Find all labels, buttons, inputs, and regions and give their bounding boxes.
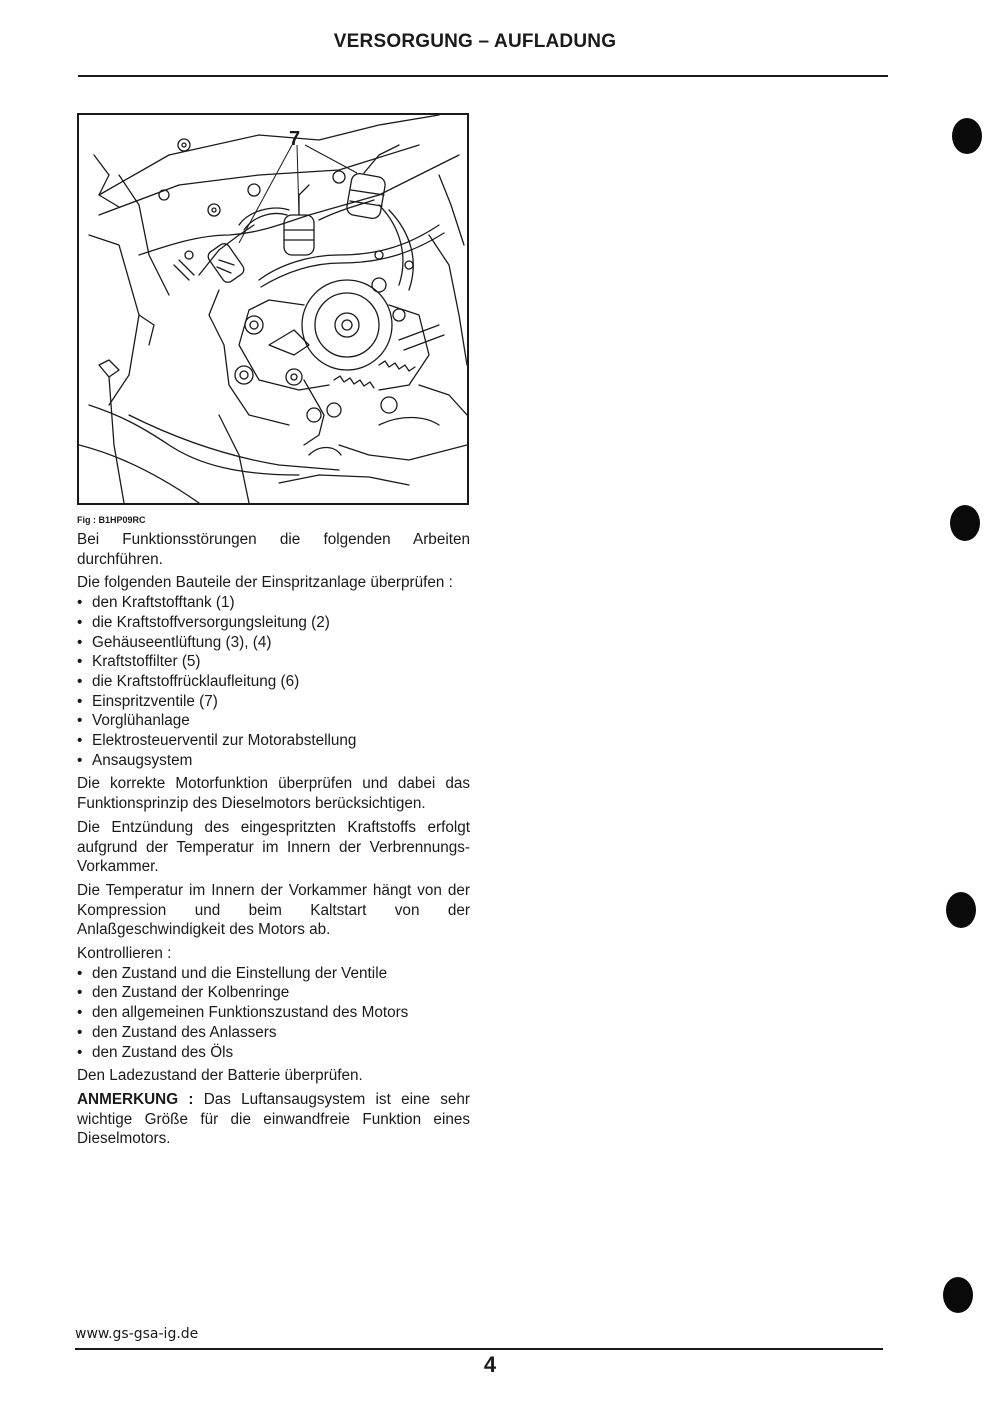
battery-paragraph: Den Ladezustand der Batterie überprüfen. (77, 1067, 363, 1085)
punch-hole (950, 505, 980, 541)
page-number: 4 (483, 1352, 497, 1377)
list-item: • den Kraftstofftank (1) (77, 593, 470, 613)
body-text (77, 530, 470, 1153)
list-item: • Kraftstoffilter (5) (77, 652, 470, 672)
list-item: • den Zustand des Anlassers (77, 1023, 470, 1043)
intro-paragraph: Bei Funktionsstörungen die folgenden Arbeiten durchführen. (77, 531, 470, 568)
injection-pump-drawing (79, 115, 467, 503)
control-intro: Kontrollieren : (77, 945, 172, 963)
control-list (77, 964, 470, 1063)
components-list (77, 593, 470, 770)
list-item: • Elektrosteuerventil zur Motorabstellung (77, 731, 470, 751)
list-item: • die Kraftstoffversorgungsleitung (2) (77, 613, 470, 633)
footer-url: www.gs-gsa-ig.de (75, 1326, 199, 1342)
temperature-paragraph: Die Temperatur im Innern der Vorkammer hängt von der Kompression und beim Kaltstart von der Anlaßgeschwindigkeit des Motors ab. (77, 881, 470, 939)
list-item: • die Kraftstoffrücklaufleitung (6) (77, 672, 470, 692)
list-item: • den Zustand und die Einstellung der Ventile (77, 964, 470, 984)
note-label: ANMERKUNG : (77, 1090, 194, 1108)
engine-check-paragraph: Die korrekte Motorfunktion überprüfen und dabei das Funktionsprinzip des Dieselmotors berücksichtigen. (77, 775, 470, 813)
list-item: • den allgemeinen Funktionszustand des Motors (77, 1003, 470, 1023)
list-item: • Einspritzventile (7) (77, 692, 470, 712)
list-item: • Vorglühanlage (77, 711, 470, 731)
punch-hole (952, 118, 982, 154)
list-item: • den Zustand des Öls (77, 1043, 470, 1063)
engine-illustration (77, 113, 469, 505)
figure-caption: Fig : B1HP09RC (77, 515, 146, 525)
header-divider (78, 75, 888, 77)
list-item: • Gehäuseentlüftung (3), (4) (77, 633, 470, 653)
list-item: • den Zustand der Kolbenringe (77, 983, 470, 1003)
components-intro: Die folgenden Bauteile der Einspritzanlage überprüfen : (77, 574, 453, 592)
callout-label-7: 7 (289, 128, 301, 150)
page-title: VERSORGUNG – AUFLADUNG (333, 31, 617, 52)
punch-hole (946, 892, 976, 928)
punch-hole (943, 1277, 973, 1313)
note-text: Das Luftansaugsystem ist eine sehr wichtige Größe für die einwandfreie Funktion eines Dieselmotors. (77, 1090, 470, 1148)
note-paragraph (77, 1090, 470, 1149)
list-item: • Ansaugsystem (77, 751, 470, 771)
ignition-paragraph: Die Entzündung des eingespritzten Kraftstoffs erfolgt aufgrund der Temperatur im Innern der Verbrennungs-Vorkammer. (77, 818, 470, 876)
footer-divider (75, 1348, 883, 1350)
